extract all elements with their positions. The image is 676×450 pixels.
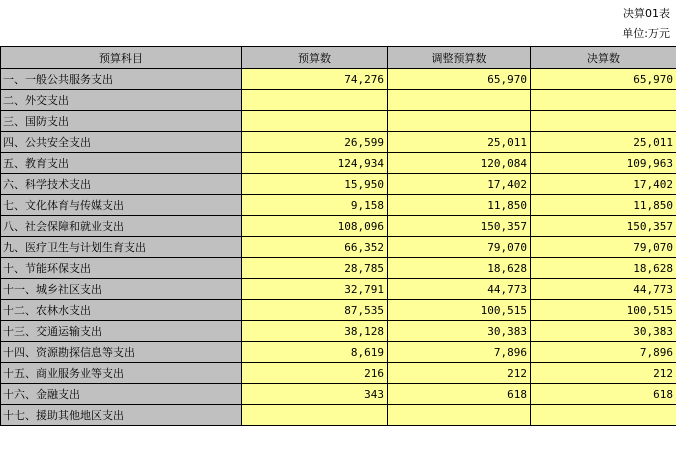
final-account-cell[interactable] — [531, 405, 676, 426]
adjusted-budget-cell[interactable]: 150,357 — [388, 216, 531, 237]
subject-cell[interactable]: 七、文化体育与传媒支出 — [1, 195, 242, 216]
final-account-cell[interactable]: 17,402 — [531, 174, 676, 195]
budget-cell[interactable]: 216 — [242, 363, 388, 384]
column-header-budget: 预算数 — [242, 47, 388, 69]
subject-cell[interactable]: 八、社会保障和就业支出 — [1, 216, 242, 237]
budget-cell[interactable]: 32,791 — [242, 279, 388, 300]
adjusted-budget-cell[interactable] — [388, 405, 531, 426]
budget-cell[interactable]: 26,599 — [242, 132, 388, 153]
table-row — [1, 153, 676, 174]
budget-cell[interactable]: 108,096 — [242, 216, 388, 237]
adjusted-budget-cell[interactable]: 25,011 — [388, 132, 531, 153]
adjusted-budget-cell[interactable]: 100,515 — [388, 300, 531, 321]
table-row — [1, 90, 676, 111]
table-row — [1, 363, 676, 384]
final-account-cell[interactable]: 100,515 — [531, 300, 676, 321]
budget-cell[interactable]: 8,619 — [242, 342, 388, 363]
budget-cell[interactable]: 9,158 — [242, 195, 388, 216]
adjusted-budget-cell[interactable]: 618 — [388, 384, 531, 405]
column-header-subject: 预算科目 — [1, 47, 242, 69]
budget-cell[interactable]: 15,950 — [242, 174, 388, 195]
table-row — [1, 237, 676, 258]
final-account-cell[interactable]: 109,963 — [531, 153, 676, 174]
table-number-label: 决算01表 — [623, 7, 670, 20]
final-account-cell[interactable]: 44,773 — [531, 279, 676, 300]
table-header-row — [1, 47, 676, 69]
subject-cell[interactable]: 十三、交通运输支出 — [1, 321, 242, 342]
final-account-cell[interactable] — [531, 111, 676, 132]
budget-cell[interactable]: 74,276 — [242, 69, 388, 90]
adjusted-budget-cell[interactable]: 11,850 — [388, 195, 531, 216]
table-row — [1, 132, 676, 153]
subject-cell[interactable]: 十、节能环保支出 — [1, 258, 242, 279]
subject-cell[interactable]: 十二、农林水支出 — [1, 300, 242, 321]
table-row — [1, 111, 676, 132]
subject-cell[interactable]: 三、国防支出 — [1, 111, 242, 132]
final-account-cell[interactable]: 212 — [531, 363, 676, 384]
final-account-cell[interactable]: 65,970 — [531, 69, 676, 90]
column-header-adjusted: 调整预算数 — [388, 47, 531, 69]
adjusted-budget-cell[interactable]: 79,070 — [388, 237, 531, 258]
table-row — [1, 321, 676, 342]
adjusted-budget-cell[interactable]: 120,084 — [388, 153, 531, 174]
final-account-cell[interactable]: 18,628 — [531, 258, 676, 279]
budget-cell[interactable]: 124,934 — [242, 153, 388, 174]
subject-cell[interactable]: 十五、商业服务业等支出 — [1, 363, 242, 384]
table-row — [1, 342, 676, 363]
final-account-cell[interactable]: 79,070 — [531, 237, 676, 258]
adjusted-budget-cell[interactable]: 44,773 — [388, 279, 531, 300]
adjusted-budget-cell[interactable] — [388, 90, 531, 111]
table-row — [1, 216, 676, 237]
budget-cell[interactable]: 38,128 — [242, 321, 388, 342]
subject-cell[interactable]: 二、外交支出 — [1, 90, 242, 111]
budget-cell[interactable] — [242, 405, 388, 426]
final-account-cell[interactable] — [531, 90, 676, 111]
column-header-final: 决算数 — [531, 47, 676, 69]
table-row — [1, 258, 676, 279]
budget-cell[interactable]: 87,535 — [242, 300, 388, 321]
budget-cell[interactable]: 343 — [242, 384, 388, 405]
subject-cell[interactable]: 十一、城乡社区支出 — [1, 279, 242, 300]
budget-cell[interactable] — [242, 90, 388, 111]
unit-label: 单位:万元 — [622, 27, 670, 40]
subject-cell[interactable]: 十六、金融支出 — [1, 384, 242, 405]
table-row — [1, 174, 676, 195]
subject-cell[interactable]: 四、公共安全支出 — [1, 132, 242, 153]
final-account-cell[interactable]: 25,011 — [531, 132, 676, 153]
budget-cell[interactable]: 28,785 — [242, 258, 388, 279]
table-row — [1, 69, 676, 90]
budget-table — [0, 46, 676, 426]
adjusted-budget-cell[interactable]: 7,896 — [388, 342, 531, 363]
adjusted-budget-cell[interactable]: 30,383 — [388, 321, 531, 342]
subject-cell[interactable]: 九、医疗卫生与计划生育支出 — [1, 237, 242, 258]
table-row — [1, 279, 676, 300]
final-account-cell[interactable]: 30,383 — [531, 321, 676, 342]
final-account-cell[interactable]: 618 — [531, 384, 676, 405]
final-account-cell[interactable]: 11,850 — [531, 195, 676, 216]
subject-cell[interactable]: 六、科学技术支出 — [1, 174, 242, 195]
adjusted-budget-cell[interactable] — [388, 111, 531, 132]
adjusted-budget-cell[interactable]: 65,970 — [388, 69, 531, 90]
subject-cell[interactable]: 五、教育支出 — [1, 153, 242, 174]
budget-cell[interactable] — [242, 111, 388, 132]
final-account-cell[interactable]: 150,357 — [531, 216, 676, 237]
subject-cell[interactable]: 十四、资源勘探信息等支出 — [1, 342, 242, 363]
subject-cell[interactable]: 一、一般公共服务支出 — [1, 69, 242, 90]
table-row — [1, 195, 676, 216]
final-account-cell[interactable]: 7,896 — [531, 342, 676, 363]
adjusted-budget-cell[interactable]: 212 — [388, 363, 531, 384]
table-row — [1, 300, 676, 321]
table-row — [1, 384, 676, 405]
table-row — [1, 405, 676, 426]
adjusted-budget-cell[interactable]: 18,628 — [388, 258, 531, 279]
adjusted-budget-cell[interactable]: 17,402 — [388, 174, 531, 195]
subject-cell[interactable]: 十七、援助其他地区支出 — [1, 405, 242, 426]
budget-cell[interactable]: 66,352 — [242, 237, 388, 258]
